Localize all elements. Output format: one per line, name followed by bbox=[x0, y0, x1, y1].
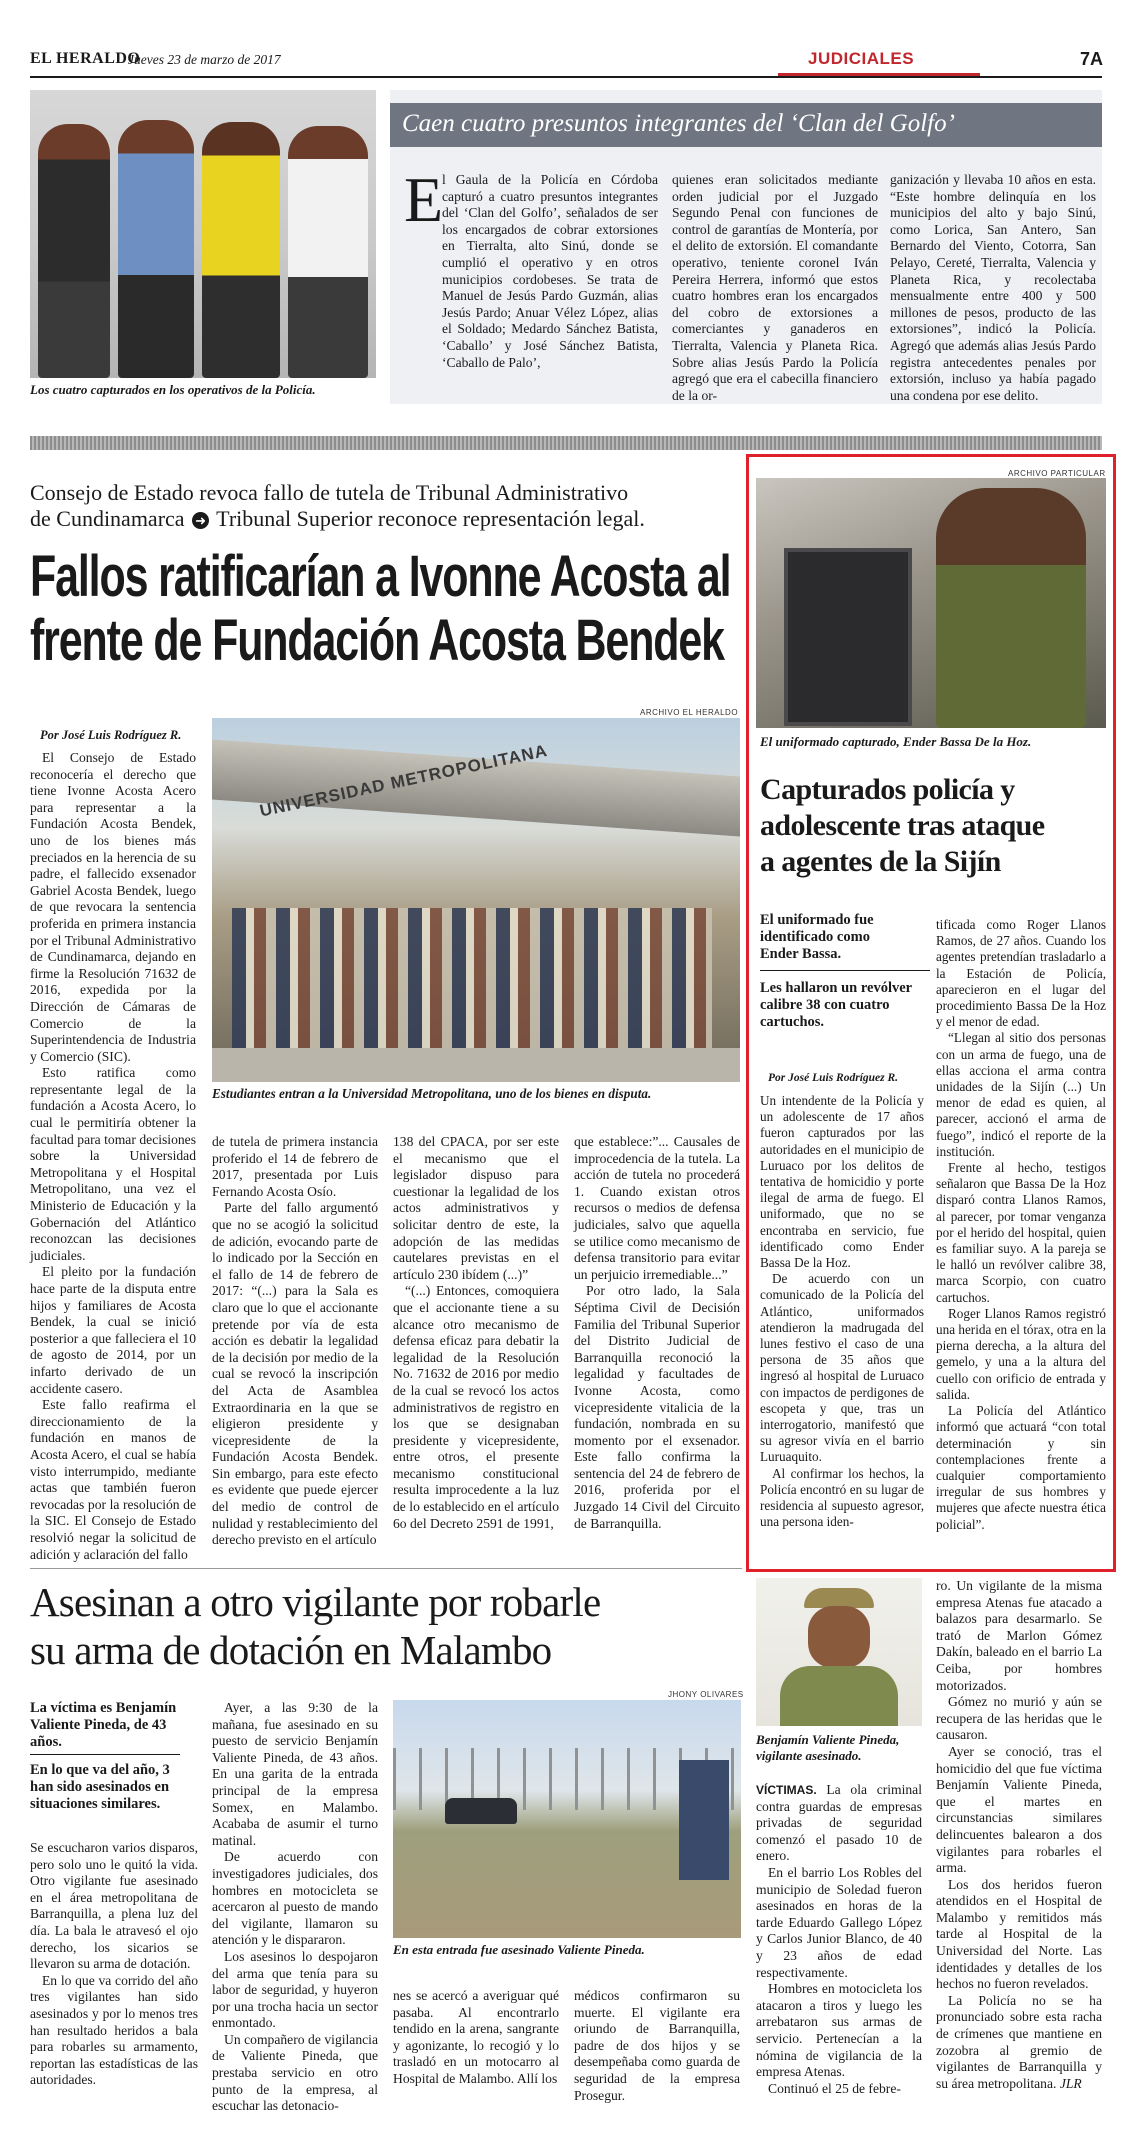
malambo-summary-rule bbox=[30, 1754, 180, 1755]
acosta-kicker bbox=[30, 480, 740, 532]
victim-portrait-caption: Benjamín Valiente Pineda, vigilante asesinado. bbox=[756, 1732, 900, 1763]
masthead: EL HERALDO bbox=[30, 50, 141, 67]
section-separator bbox=[30, 436, 1102, 450]
acosta-headline-line-1: Fallos ratificarían a Ivonne Acosta al bbox=[30, 544, 731, 609]
acosta-byline: Por José Luis Rodríguez R. bbox=[40, 728, 182, 742]
paragraph: De acuerdo con investigadores judiciales, dos hombres en motocicleta se acercaron al puesto de mando del vigilante, llamaron su atención y le dispararon. bbox=[212, 1849, 378, 1948]
page-number: 7A bbox=[1080, 49, 1104, 69]
paragraph bbox=[756, 1782, 922, 1865]
student-crowd bbox=[232, 908, 712, 1068]
malambo-col-6 bbox=[936, 1578, 1102, 2133]
acosta-col-1 bbox=[30, 750, 196, 1562]
paragraph: Un compañero de vigilancia de Valiente Pineda, que prestaba servicio en otro punto de la empresa, al escuchar las detonacio- bbox=[212, 2031, 378, 2114]
officer-figure bbox=[936, 488, 1086, 728]
paragraph: Un intendente de la Policía y un adolescente de 17 años fueron capturados por las autoridades en el municipio de Luruaco por los delitos de tentativa de homicidio y porte ilegal de arma de fuego. El uniformado, que no se encontraba en servicio, fue identificado como Ender Bassa De la Hoz. bbox=[760, 1093, 924, 1271]
page-header bbox=[30, 48, 1102, 76]
police-photo-caption: El uniformado capturado, Ender Bassa De la Hoz. bbox=[760, 734, 1032, 749]
malambo-col-5 bbox=[756, 1782, 922, 2128]
suspect-figure bbox=[38, 124, 110, 378]
computer-monitor bbox=[784, 548, 912, 726]
paragraph: 138 del CPACA, por ser este el mecanismo que el legislador dispuso para cuestionar la legalidad de los actos administrativos y solicitar dentro de este, la adopción de las medidas cautelares previstas en el artículo 230 ibídem (...)” bbox=[393, 1134, 559, 1282]
paragraph: Se escucharon varios disparos, pero solo uno le quitó la vida. Otro vigilante fue asesinado en el área metropolitana de Barranquilla, a plena luz del día. La bala le atravesó el ojo derecho, los sicarios se llevaron su arma de dotación. bbox=[30, 1840, 198, 1972]
paragraph: El pleito por la fundación hace parte de la disputa entre hijos y familiares de Acosta Bendek, la cual se inició posterior a que falleciera el 10 de agosto de 2014, por un infarto derivado de un accidente casero. bbox=[30, 1264, 196, 1396]
acosta-photo-credit: ARCHIVO EL HERALDO bbox=[640, 708, 739, 717]
police-headline-line-2: adolescente tras ataque bbox=[760, 809, 1045, 842]
victim-face bbox=[808, 1606, 870, 1668]
suspect-figure bbox=[288, 126, 368, 378]
police-headline bbox=[760, 772, 1100, 880]
victims-lead: VÍCTIMAS. bbox=[756, 1783, 817, 1797]
suspect-figure bbox=[202, 122, 280, 378]
paragraph: Ayer se conoció, tras el homicidio del que fue víctima Benjamín Valiente Pineda, que el martes en circunstancias similares delincuentes balearon a dos vigilantes para robarles el arma. bbox=[936, 1743, 1102, 1876]
acosta-kicker-lead: de Cundinamarca bbox=[30, 506, 185, 531]
header-rule bbox=[30, 76, 1102, 78]
police-summary-rule bbox=[760, 970, 930, 971]
paragraph: El Consejo de Estado reconocería el derecho que tiene Ivonne Acosta Acero para representar a la Fundación Acosta Bendek, uno de los bienes más preciados en la herencia de su padre, el fallecido exsenador Gabriel Acosta Bendek, luego de que revocara la sentencia proferida en primera instancia por el Tribunal Administrativo de Cundinamarca, dejando en firme la Resolución 71632 de 2016, expedida por la Dirección de Cámaras de Comercio de la Superintendencia de Industria y Comercio (SIC). bbox=[30, 750, 196, 1064]
walkway bbox=[212, 1048, 740, 1082]
paragraph: “(...) Entonces, comoquiera que el accionante tiene a su alcance otro mecanismo de defensa eficaz para debatir la legalidad de la Resolución No. 71632 de 2016 por medio de la cual se revocó los actos administrativos de registro en los que se designaban presidente y vicepresidente, entre otros, el presente mecanismo constitucional resulta improcedente a la luz de lo establecido en el artículo 6o del Decreto 2591 de 1991, bbox=[393, 1283, 559, 1531]
paragraph: Gómez no murió y aún se recupera de las heridas que le causaron. bbox=[936, 1694, 1102, 1743]
university-sign: UNIVERSIDAD METROPOLITANA bbox=[258, 740, 550, 821]
police-summary-1: El uniformado fue identificado como Ender Bassa. bbox=[760, 912, 874, 962]
acosta-col-4 bbox=[574, 1134, 740, 1538]
malambo-headline-line-2: su arma de dotación en Malambo bbox=[30, 1627, 552, 1673]
police-summary-2: Les hallaron un revólver calibre 38 con cuatro cartuchos. bbox=[760, 980, 912, 1030]
police-photo bbox=[756, 478, 1106, 728]
police-photo-credit: ARCHIVO PARTICULAR bbox=[1008, 469, 1106, 478]
acosta-photo bbox=[212, 718, 740, 1082]
malambo-col-1 bbox=[30, 1840, 198, 2120]
clan-photo-caption: Los cuatro capturados en los operativos de la Policía. bbox=[30, 382, 316, 397]
column-rule bbox=[30, 1568, 742, 1569]
section-label: JUDICIALES bbox=[808, 49, 915, 68]
guard-booth bbox=[679, 1760, 729, 1880]
paragraph: Hombres en motocicleta los atacaron a tiros y luego les arrebataron sus armas de servicio. Pertenecían a la nómina de vigilancia de la empresa Atenas. bbox=[756, 1981, 922, 2080]
suspect-figure bbox=[118, 120, 194, 378]
paragraph-text: La Policía no se ha pronunciado sobre esta racha de crímenes que mantiene en zozobra al gremio de vigilantes de Barranquilla y su área metropolitana. bbox=[936, 1992, 1102, 2091]
acosta-headline bbox=[30, 545, 755, 673]
police-headline-line-3: a agentes de la Sijín bbox=[760, 845, 1001, 878]
acosta-col-2 bbox=[212, 1134, 378, 1548]
paragraph: Parte del fallo argumentó que no se acogió la solicitud de adición, evocando parte de lo indicado por la Sección en el fallo de 14 de febrero de 2017: “(...) para la Sala es claro que lo que el accionante pretende por vía de esta acción es debatir la legalidad de la decisión por medio de la cual se revocó la inscripción del Acta de Asamblea Extraordinaria en la que se eligieron presidente y vicepresidente de la Fundación Acosta Bendek. Sin embargo, para este efecto es evidente que puede ejercer del medio de control de nulidad y restablecimiento del derecho previsto en el artículo bbox=[212, 1200, 378, 1548]
malambo-photo-credit: JHONY OLIVARES bbox=[668, 1690, 744, 1699]
acosta-headline-line-2: frente de Fundación Acosta Bendek bbox=[30, 608, 724, 673]
parked-car bbox=[445, 1798, 517, 1824]
police-col-2 bbox=[936, 917, 1106, 1563]
paragraph: Frente al hecho, testigos señalaron que Bassa De la Hoz disparó contra Llanos Ramos, al parecer, por tomar venganza por el herido del hospital, quien es familiar suyo. A la pareja se le halló un revólver calibre 38, marca Scorpio, con cuatro cartuchos. bbox=[936, 1160, 1106, 1305]
malambo-headline-line-1: Asesinan a otro vigilante por robarle bbox=[30, 1579, 601, 1625]
paragraph: Ayer, a las 9:30 de la mañana, fue asesinado en su puesto de servicio Benjamín Valiente Pineda, de 43 años. En una garita de la entrada principal de la empresa Somex, en Malambo. Acababa de asumir el turno matinal. bbox=[212, 1700, 378, 1848]
paragraph: En el barrio Los Robles del municipio de Soledad fueron asesinados en horas de la tarde Eduardo Gallego López y Carlos Junior Blanco, de 40 y 23 años de edad respectivamente. bbox=[756, 1864, 922, 1980]
paragraph: Roger Llanos Ramos registró una herida en el tórax, otra en la pierna derecha, a la altura del gemelo, y una a la altura del cuello con orificio de entrada y salida. bbox=[936, 1305, 1106, 1402]
clan-dropcap: E bbox=[404, 164, 444, 235]
paragraph bbox=[936, 1993, 1102, 2093]
clan-title: Caen cuatro presuntos integrantes del ‘Clan del Golfo’ bbox=[402, 110, 955, 137]
paragraph: Continuó el 25 de febre- bbox=[768, 2080, 901, 2096]
paragraph: Esto ratifica como representante legal de la fundación a Acosta Acero, lo cual le permitiría obtener la facultad para tomar decisiones sobre la Universidad Metropolitana y el Hospital Metropolitano, una vez el Ministerio de Educación y la Gobernación del Atlántico reconozcan las decisiones judiciales. bbox=[30, 1065, 196, 1263]
malambo-summary-1: La víctima es Benjamín Valiente Pineda, de 43 años. bbox=[30, 1700, 177, 1750]
malambo-col-3: nes se acercó a averiguar qué pasaba. Al encontrarlo tendido en la arena, sangrante y agonizante, lo recogió y lo trasladó en un motocarro al Hospital de Malambo. Allí los bbox=[393, 1988, 559, 2086]
malambo-col-2 bbox=[212, 1700, 378, 2120]
acosta-photo-caption: Estudiantes entran a la Universidad Metropolitana, uno de los bienes en disputa. bbox=[212, 1086, 652, 1101]
victim-cap bbox=[804, 1588, 874, 1608]
paragraph: tificada como Roger Llanos Ramos, de 27 años. Cuando los agentes pretendían trasladarlo a la Estación de Policía, aparecieron en el lugar del procedimiento Bassa De la Hoz y el menor de edad. bbox=[936, 917, 1106, 1030]
acosta-kicker-line-2 bbox=[30, 506, 740, 532]
police-col-1 bbox=[760, 1093, 924, 1563]
paragraph: La Policía del Atlántico informó que actuará “con total determinación y sin contemplaciones frente a cualquier comportamiento irregular de sus hombres y mujeres que afecte nuestra ética policial”. bbox=[936, 1403, 1106, 1532]
victim-uniform bbox=[780, 1666, 898, 1726]
malambo-headline bbox=[30, 1578, 760, 1674]
malambo-photo bbox=[393, 1700, 741, 1938]
acosta-kicker-tail: Tribunal Superior reconoce representación legal. bbox=[216, 506, 645, 531]
acosta-kicker-line-1: Consejo de Estado revoca fallo de tutela de Tribunal Administrativo bbox=[30, 480, 629, 505]
paragraph: Los dos heridos fueron atendidos en el Hospital de Malambo y remitidos más tarde al Hospital de la Universidad del Norte. Las identidades y detalles de los hechos no fueron revelados. bbox=[936, 1876, 1102, 1992]
clan-col-2: quienes eran solicitados mediante orden judicial por el Juzgado Segundo Penal con funciones de control de garantías de Montería, por el delito de extorsión. El comandante operativo, teniente coronel Iván Pereira Herrera, informó que estos cuatro hombres eran los encargados del cobro de extorsiones a comerciantes y ganaderos en Tierralta, Valencia y Planeta Rica. Sobre alias Jesús Pardo la Policía agregó que era el cabecilla financiero de la or- bbox=[672, 172, 878, 403]
paragraph: Este fallo reafirma el direccionamiento de la fundación en manos de Acosta Acero, el cual se había visto interrumpido, mediante actas que también fueron revocadas por la resolución de la SIC. El Consejo de Estado resolvió negar la solicitud de adición y aclaración del fallo bbox=[30, 1397, 196, 1562]
paragraph: Por otro lado, la Sala Séptima Civil de Decisión Familia del Tribunal Superior del Distrito Judicial de Barranquilla reconoció la legalidad y facultades de Ivonne Acosta, como vicepresidente vitalicia de la fundación, nombrada en su momento por el exsenador. Este fallo confirma la sentencia del 24 de febrero de 2016, proferida por el Juzgado 14 Civil del Circuito de Barranquilla. bbox=[574, 1283, 740, 1531]
arrow-icon: ➜ bbox=[192, 512, 209, 529]
issue-date: Jueves 23 de marzo de 2017 bbox=[128, 52, 281, 67]
malambo-summary-2: En lo que va del año, 3 han sido asesinados en situaciones similares. bbox=[30, 1762, 170, 1812]
paragraph-text: La ola criminal contra guardas de empresas privadas de seguridad comenzó el pasado 10 de enero. bbox=[756, 1782, 922, 1864]
signoff: JLR bbox=[1059, 2075, 1082, 2091]
paragraph: Los asesinos lo despojaron del arma que tenía para su labor de seguridad, y huyeron por una trocha hacia un sector enmontado. bbox=[212, 1948, 378, 2031]
paragraph: de tutela de primera instancia proferido el 14 de febrero de 2017, presentada por Luis Fernando Acosta Osío. bbox=[212, 1134, 378, 1199]
clan-col-3: ganización y llevaba 10 años en esta. “Este hombre delinquía en los municipios del alto y bajo Sinú, como Lorica, San Antero, San Bernardo del Viento, Cotorra, San Pelayo, Cereté, Tierralta, Valencia y Planeta Rica, y recolectaba mensualmente entre 400 y 500 millones de pesos, producto de las extorsiones”, indicó la Policía. Agregó que además alias Jesús Pardo registra antecedentes penales por extorsión, incluso ya había pagado una condena por ese delito. bbox=[890, 172, 1096, 403]
paragraph: ro. Un vigilante de la misma empresa Atenas fue atacado a balazos para desarmarlo. Se trató de Marlon Gómez Dakín, baleado en el barrio La Ceiba, por hombres motorizados. bbox=[936, 1578, 1102, 1693]
header-red-rule bbox=[778, 73, 980, 76]
paragraph: “Llegan al sitio dos personas con un arma de fuego, una de ellas acciona el arma contra unidades de la Sijín (...) Un menor de edad es quien, al parecer, accionó el arma de fuego”, indicó el reporte de la institución. bbox=[936, 1030, 1106, 1159]
paragraph: Al confirmar los hechos, la Policía encontró en su lugar de residencia al supuesto agresor, una persona iden- bbox=[760, 1465, 924, 1530]
acosta-col-3 bbox=[393, 1134, 559, 1538]
police-byline: Por José Luis Rodríguez R. bbox=[768, 1072, 899, 1084]
paragraph: De acuerdo con un comunicado de la Policía del Atlántico, uniformados atendieron la madrugada del lunes festivo el caso de una persona de 35 años que ingresó al hospital de Luruaco con impactos de perdigones de escopeta y que, tras un interrogatorio, manifestó que su agresor vivía en el barrio Luruaquito. bbox=[760, 1271, 924, 1465]
victim-portrait bbox=[756, 1578, 922, 1726]
paragraph: En lo que va corrido del año tres vigilantes han sido asesinados y por lo menos tres han resultado heridos a bala para robarles su armamento, reportan las estadísticas de las autoridades. bbox=[30, 1972, 198, 2088]
malambo-photo-caption: En esta entrada fue asesinado Valiente Pineda. bbox=[393, 1942, 645, 1957]
police-headline-line-1: Capturados policía y bbox=[760, 773, 1015, 806]
university-roof bbox=[212, 740, 740, 837]
paragraph: que establece:”... Causales de improcedencia de la tutela. La acción de tutela no procederá 1. Cuando existan otros recursos o medios de defensa judiciales, salvo que aquella se utilice como mecanismo de defensa transitorio para evitar un perjuicio irremediable...” bbox=[574, 1134, 740, 1282]
clan-col-1: l Gaula de la Policía en Córdoba capturó a cuatro presuntos integrantes del ‘Clan del Golfo’, señalados de ser los encargados de cobrar extorsiones en Tierralta, alto Sinú, donde se cumplió el operativo y en otros municipios cordobeses. Se trata de Manuel de Jesús Pardo Guzmán, alias Jesús Pardo; Anuar Vélez López, alias el Soldado; Medardo Sánchez Batista, ‘Caballo’ y José Sánchez Batista, ‘Caballo de Palo’, bbox=[442, 172, 658, 370]
malambo-col-4: médicos confirmaron su muerte. El vigilante era oriundo de Barranquilla, padre de dos hijos y se desempeñaba como guarda de seguridad de la empresa Prosegur. bbox=[574, 1988, 740, 2103]
clan-photo bbox=[30, 90, 376, 378]
clan-title-band bbox=[390, 103, 1102, 147]
